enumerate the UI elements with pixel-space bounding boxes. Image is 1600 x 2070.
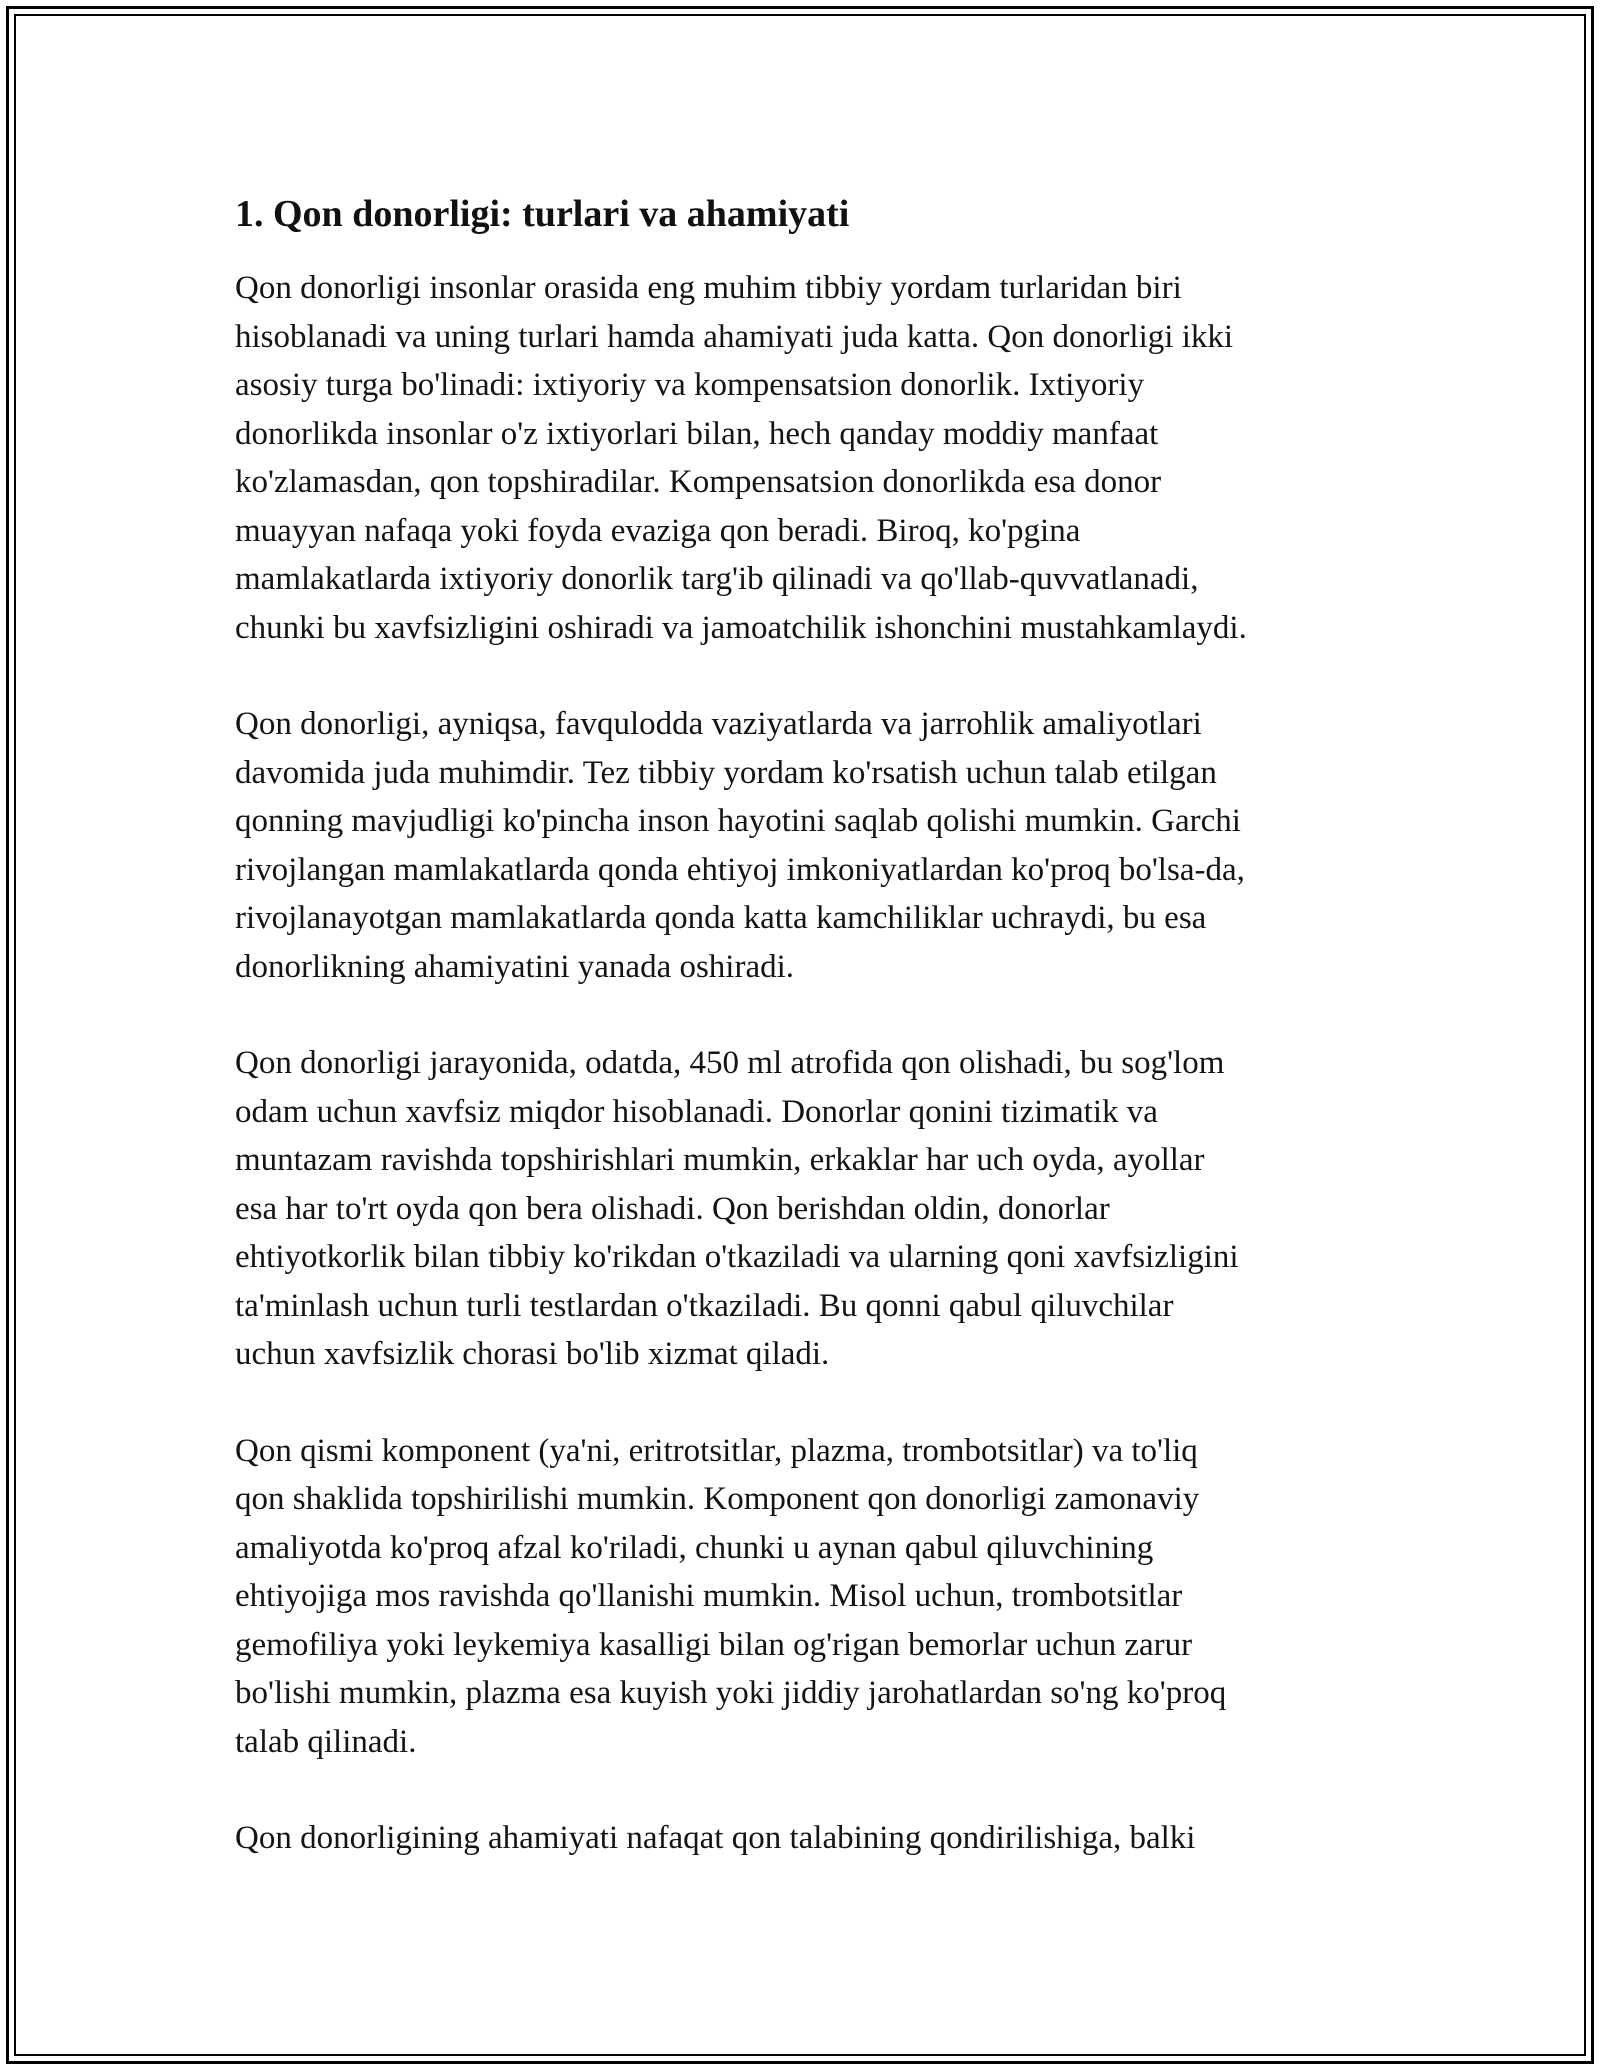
- paragraph-5: Qon donorligining ahamiyati nafaqat qon talabining qondirilishiga, balki: [235, 1820, 1196, 1856]
- paragraph-2: Qon donorligi, ayniqsa, favqulodda vaziyatlarda va jarrohlik amaliyotlari davomida juda muhimdir. Tez tibbiy yordam ko'rsatish uchun talab etilgan qonning mavjudligi ko'pincha inson hayotini saqlab qolishi mumkin. Garchi rivojlangan mamlakatlarda qonda ehtiyoj imkoniyatlardan ko'proq bo'lsa-da, rivojlanayotgan mamlakatlarda qonda katta kamchiliklar uchraydi, bu esa donorlikning ahamiyatini yanada oshiradi.: [235, 706, 1245, 985]
- document-body: [235, 188, 1385, 1911]
- section-title: 1. Qon donorligi: turlari va ahamiyati: [235, 193, 850, 235]
- paragraph-3: Qon donorligi jarayonida, odatda, 450 ml atrofida qon olishadi, bu sog'lom odam uchun xavfsiz miqdor hisoblanadi. Donorlar qonini tizimatik va muntazam ravishda topshirishlari mumkin, erkaklar har uch oyda, ayollar esa har to'rt oyda qon bera olishadi. Qon berishdan oldin, donorlar ehtiyotkorlik bilan tibbiy ko'rikdan o'tkaziladi va ularning qoni xavfsizligini ta'minlash uchun turli testlardan o'tkaziladi. Bu qonni qabul qiluvchilar uchun xavfsizlik chorasi bo'lib xizmat qiladi.: [235, 1045, 1239, 1372]
- paragraph-4: Qon qismi komponent (ya'ni, eritrotsitlar, plazma, trombotsitlar) va to'liq qon shaklida topshirilishi mumkin. Komponent qon donorligi zamonaviy amaliyotda ko'proq afzal ko'riladi, chunki u aynan qabul qiluvchining ehtiyojiga mos ravishda qo'llanishi mumkin. Misol uchun, trombotsitlar gemofiliya yoki leykemiya kasalligi bilan og'rigan bemorlar uchun zarur bo'lishi mumkin, plazma esa kuyish yoki jiddiy jarohatlardan so'ng ko'proq talab qilinadi.: [235, 1432, 1227, 1760]
- paragraph-1: Qon donorligi insonlar orasida eng muhim tibbiy yordam turlaridan biri hisoblanadi va uning turlari hamda ahamiyati juda katta. Qon donorligi ikki asosiy turga bo'linadi: ixtiyoriy va kompensatsion donorlik. Ixtiyoriy donorlikda insonlar o'z ixtiyorlari bilan, hech qanday moddiy manfaat ko'zlamasdan, qon topshiradilar. Kompensatsion donorlikda esa donor muayyan nafaqa yoki foyda evaziga qon beradi. Biroq, ko'pgina mamlakatlarda ixtiyoriy donorlik targ'ib qilinadi va qo'llab-quvvatlanadi, chunki bu xavfsizligini oshiradi va jamoatchilik ishonchini mustahkamlaydi.: [235, 270, 1247, 646]
